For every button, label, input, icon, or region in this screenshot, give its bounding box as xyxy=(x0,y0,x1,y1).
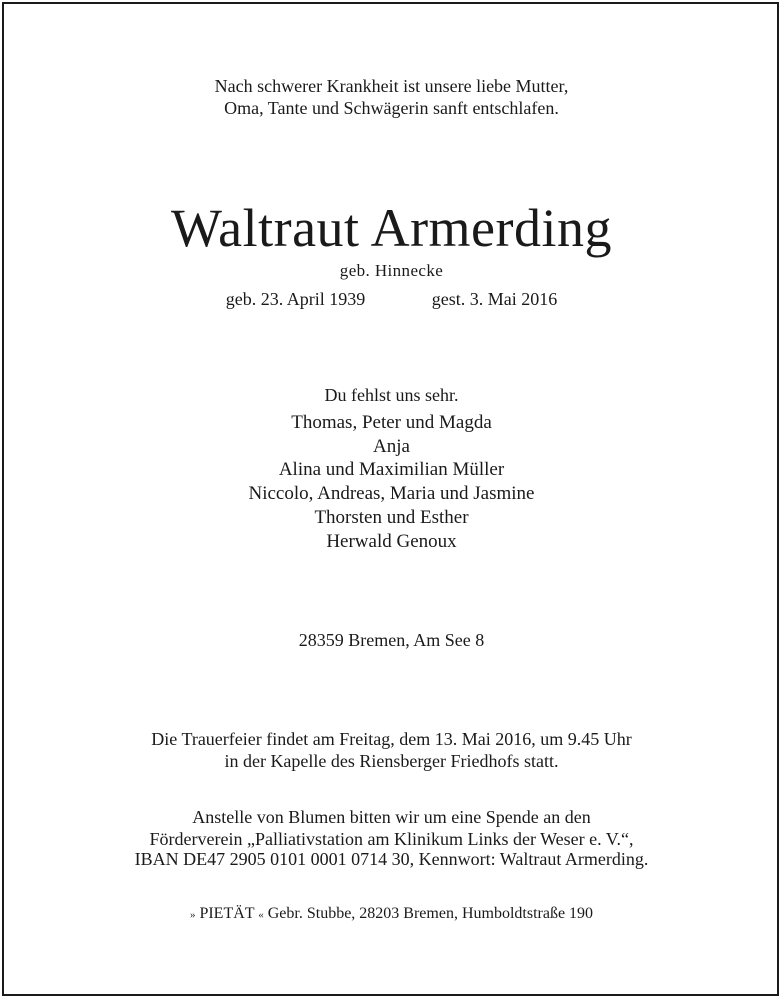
mourner-line: Niccolo, Andreas, Maria und Jasmine xyxy=(248,483,535,504)
family-address: 28359 Bremen, Am See 8 xyxy=(298,630,485,650)
farewell-line: Du fehlst uns sehr. xyxy=(324,385,459,405)
life-dates xyxy=(0,287,783,311)
mourner-line: Thorsten und Esther xyxy=(314,507,469,528)
funeral-info-line-2: in der Kapelle des Riensberger Friedhofs statt. xyxy=(224,751,559,771)
mourner-line: Thomas, Peter und Magda xyxy=(291,412,492,433)
undertaker-quote-close: « xyxy=(258,909,264,921)
donation-line-1: Anstelle von Blumen bitten wir um eine Spende an den xyxy=(192,807,591,827)
funeral-info-line-1: Die Trauerfeier findet am Freitag, dem 13. Mai 2016, um 9.45 Uhr xyxy=(151,729,632,749)
donation-line-2: Förderverein „Palliativstation am Klinikum Links der Weser e. V.“, xyxy=(149,829,634,849)
mourner-line: Herwald Genoux xyxy=(326,531,457,552)
intro-line-2: Oma, Tante und Schwägerin sanft entschlafen. xyxy=(224,98,559,118)
undertaker-details: Gebr. Stubbe, 28203 Bremen, Humboldtstraße 190 xyxy=(267,905,594,922)
intro-line-1: Nach schwerer Krankheit ist unsere liebe Mutter, xyxy=(214,76,569,96)
mourner-line: Anja xyxy=(373,436,410,457)
undertaker-quote-open: » xyxy=(189,909,196,921)
maiden-name: geb. Hinnecke xyxy=(339,261,444,280)
undertaker-name: PIETÄT xyxy=(199,905,255,922)
donation-line-3: IBAN DE47 2905 0101 0001 0714 30, Kennwort: Waltraut Armerding. xyxy=(134,849,649,869)
undertaker-credit xyxy=(0,904,783,925)
death-date: gest. 3. Mai 2016 xyxy=(431,289,558,309)
deceased-name: Waltraut Armerding xyxy=(170,198,613,258)
mourner-line: Alina und Maximilian Müller xyxy=(278,459,505,480)
birth-date: geb. 23. April 1939 xyxy=(225,289,366,309)
